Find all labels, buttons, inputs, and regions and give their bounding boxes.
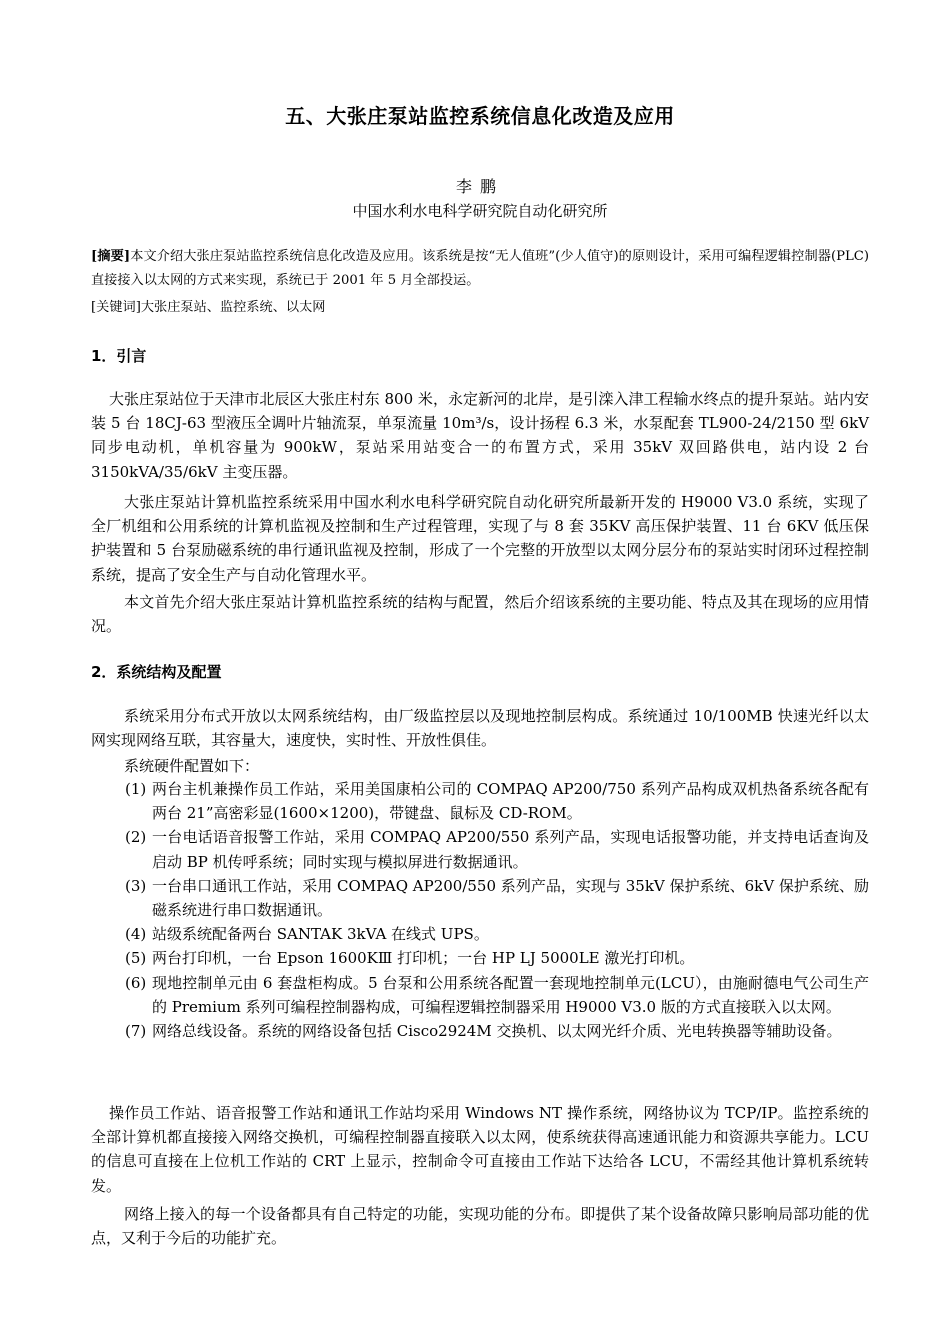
list-item [125,825,869,873]
author-name: 李鹏 [455,177,504,196]
paragraph: 操作员工作站、语音报警工作站和通讯工作站均采用 Windows NT 操作系统，网络协议为 TCP/IP。监控系统的全部计算机都直接接入网络交换机，可编程控制器直接联入以太网，使系统获得高速通讯能力和资源共享能力。LCU 的信息可直接在上位机工作站的 CRT 上显示，控制命令可直接由工作站下达给各 LCU，不需经其他计算机系统转发。 [91,1104,869,1195]
section-heading-structure: 2．系统结构及配置 [91,663,222,681]
list-item-text: 两台主机兼操作员工作站，采用美国康柏公司的 COMPAQ AP200/750 系列产品构成双机热备系统各配有两台 21”高密彩显(1600×1200)，带键盘、鼠标及 CD-ROM。 [152,780,869,823]
paragraph: 本文首先介绍大张庄泵站计算机监控系统的结构与配置，然后介绍该系统的主要功能、特点及其在现场的应用情况。 [91,593,869,636]
paragraph: 系统硬件配置如下： [124,757,260,775]
paragraph: 大张庄泵站计算机监控系统采用中国水利水电科学研究院自动化研究所最新开发的 H9000 V3.0 系统，实现了全厂机组和公用系统的计算机监视及控制和生产过程管理，实现了与 8 套 35KV 高压保护装置、11 台 6KV 低压保护装置和 5 台泵励磁系统的串行通讯监视及控制，形成了一个完整的开放型以太网分层分布的泵站实时闭环过程控制系统，提高了安全生产与自动化管理水平。 [91,493,869,584]
list-item-text: 网络总线设备。系统的网络设备包括 Cisco2924M 交换机、以太网光纤介质、光电转换器等辅助设备。 [152,1022,842,1041]
abstract-text: 本文介绍大张庄泵站监控系统信息化改造及应用。该系统是按“无人值班”(少人值守)的原则设计，采用可编程逻辑控制器(PLC)直接接入以太网的方式来实现，系统已于 2001 年 5 月全部投运。 [91,249,870,288]
abstract-label: [摘要] [91,249,131,264]
abstract [91,245,869,293]
list-item [125,946,869,970]
author-affiliation: 中国水利水电科学研究院自动化研究所 [352,202,608,220]
list-item-number: (1) [125,780,147,798]
list-item [125,1019,869,1043]
list-item-text: 两台打印机，一台 Epson 1600KⅢ 打印机；一台 HP LJ 5000LE 激光打印机。 [152,949,695,968]
list-item-number: (2) [125,828,147,847]
list-item [125,971,869,1019]
paper-title: 五、大张庄泵站监控系统信息化改造及应用 [285,104,675,128]
paragraph: 网络上接入的每一个设备都具有自己特定的功能，实现功能的分布。即提供了某个设备故障只影响局部功能的优点，又利于今后的功能扩充。 [91,1205,869,1248]
list-item-text: 一台电话语音报警工作站，采用 COMPAQ AP200/550 系列产品，实现电话报警功能，并支持电话查询及启动 BP 机传呼系统；同时实现与模拟屏进行数据通讯。 [152,828,869,871]
list-item [125,922,869,946]
list-item [125,777,869,825]
hardware-list [125,777,869,1043]
section-heading-intro: 1．引言 [91,347,147,365]
paragraph: 系统采用分布式开放以太网系统结构，由厂级监控层以及现地控制层构成。系统通过 10/100MB 快速光纤以太网实现网络互联，其容量大，速度快，实时性、开放性俱佳。 [91,707,869,750]
list-item-number: (6) [125,973,147,992]
list-item-number: (5) [125,949,147,968]
list-item-text: 现地控制单元由 6 套盘柜构成。5 台泵和公用系统各配置一套现地控制单元(LCU），由施耐德电气公司生产的 Premium 系列可编程控制器构成，可编程逻辑控制器采用 H9000 V3.0 版的方式直接联入以太网。 [152,973,869,1016]
list-item [125,874,869,922]
list-item-number: (3) [125,876,147,895]
list-item-number: (4) [125,925,147,944]
list-item-text: 站级系统配备两台 SANTAK 3kVA 在线式 UPS。 [152,925,489,944]
list-item-text: 一台串口通讯工作站，采用 COMPAQ AP200/550 系列产品，实现与 35kV 保护系统、6kV 保护系统、励磁系统进行串口数据通讯。 [152,876,869,920]
paragraph: 大张庄泵站位于天津市北辰区大张庄村东 800 米，永定新河的北岸，是引滦入津工程输水终点的提升泵站。站内安装 5 台 18CJ-63 型液压全调叶片轴流泵，单泵流量 10m³/s，设计扬程 6.3 米，水泵配套 TL900-24/2150 型 6kV 同步电动机，单机容量为 900kW，泵站采用站变合一的布置方式，采用 35kV 双回路供电，站内设 2 台 3150kVA/35/6kV 主变压器。 [91,390,869,481]
list-item-number: (7) [125,1022,147,1041]
keywords: [关键词]大张庄泵站、监控系统、以太网 [91,300,326,315]
